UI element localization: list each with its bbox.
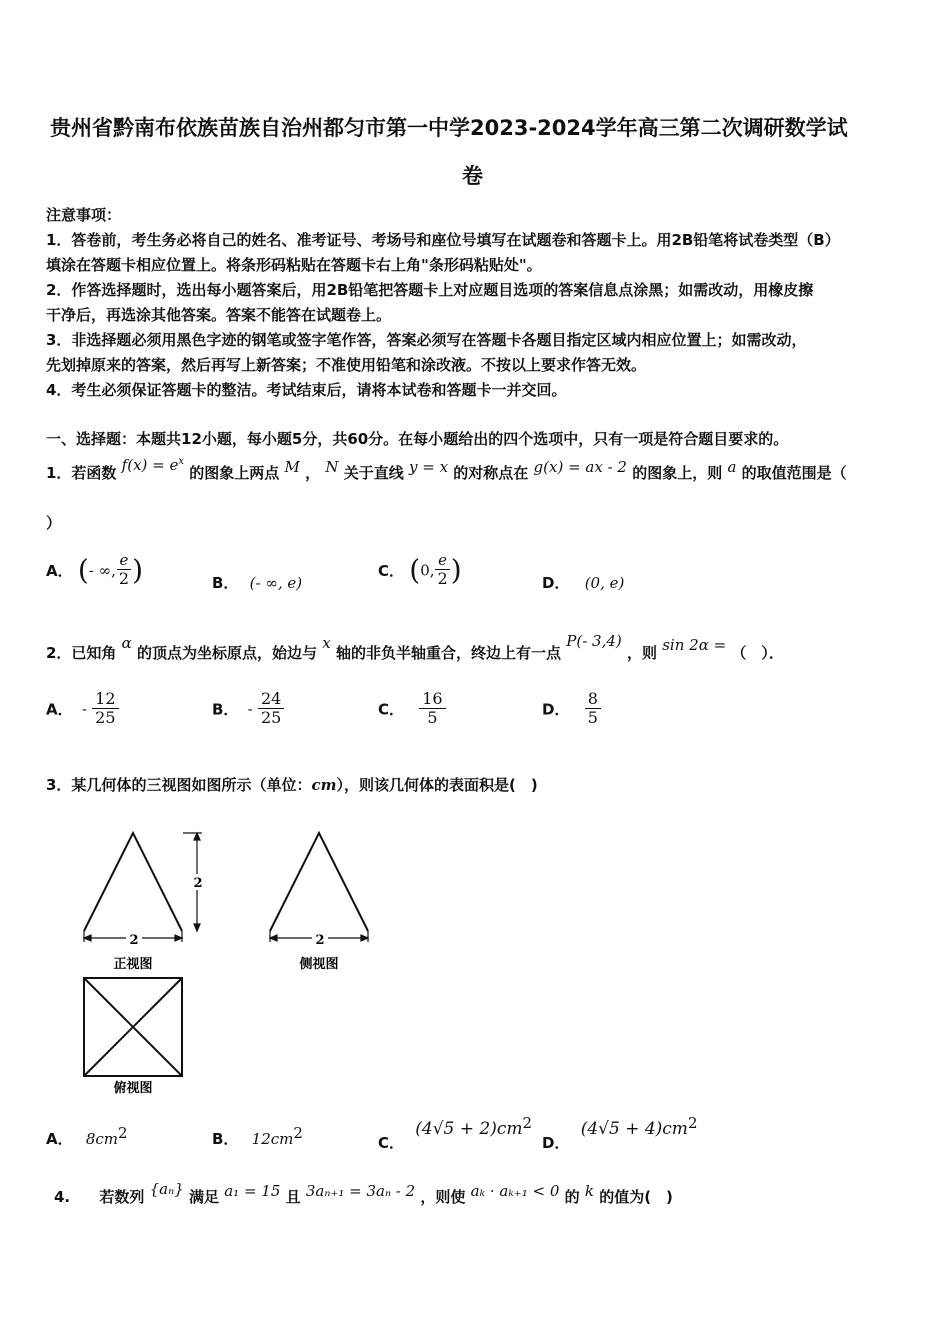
top-view-label: 俯视图	[113, 1081, 153, 1096]
front-view-label: 正视图	[113, 957, 153, 972]
question-2: 2．已知角 α 的顶点为坐标原点，始边与 x 轴的非负半轴重合，终边上有一点 P(- 3,4) ，则 sin 2α = （ ）．	[46, 632, 784, 662]
notice-line: 干净后，再选涂其他答案。答案不能答在试题卷上。	[46, 306, 392, 324]
function-f: $f(x) = e^x$	[121, 456, 185, 474]
q2-option-b[interactable]: B． - $\frac{24}{25}$	[212, 690, 284, 728]
section-heading: 一、选择题：本题共12小题，每小题5分，共60分。在每小题给出的四个选项中，只有一项是符合题目要求的。	[46, 430, 789, 448]
q3-option-b[interactable]: B． $12cm^2$	[212, 1124, 303, 1148]
question-1-close: ）	[46, 514, 62, 532]
notice-heading: 注意事项：	[46, 206, 122, 224]
side-width-label: 2	[315, 933, 325, 948]
q3-option-c[interactable]: C． $(4√5 + 2)cm^2$	[378, 1114, 533, 1152]
notice-line: 3．非选择题必须用黑色字迹的钢笔或签字笔作答，答案必须写在答题卡各题目指定区域内相应位置上；如需改动，	[46, 331, 807, 349]
side-view-label: 侧视图	[299, 957, 339, 972]
three-view-figure	[70, 828, 400, 1098]
notice-line: 1．答卷前，考生务必将自己的姓名、准考证号、考场号和座位号填写在试题卷和答题卡上。用2B铅笔将试卷类型（B）	[46, 231, 840, 249]
q2-option-a[interactable]: A． - $\frac{12}{25}$	[46, 690, 119, 728]
q3-option-a[interactable]: A． $8cm^2$	[46, 1124, 128, 1148]
q2-option-c[interactable]: C． $\frac{16}{5}$	[378, 690, 446, 728]
front-view-triangle	[84, 833, 182, 931]
q2-option-d[interactable]: D． $\frac{8}{5}$	[542, 690, 601, 728]
side-view-triangle	[270, 833, 368, 931]
page-title-cont: 卷	[462, 164, 483, 188]
question-4: 4. 若数列 {aₙ} 满足 a₁ = 15 且 3aₙ₊₁ = 3aₙ - 2 ，则使 aₖ · aₖ₊₁ < 0 的 k 的值为( )	[54, 1180, 673, 1206]
q1-option-b[interactable]: B． (- ∞, e)	[212, 574, 303, 592]
q1-option-c[interactable]: C． (0, $\frac{e}{2}$ )	[378, 551, 462, 589]
question-3: 3．某几何体的三视图如图所示（单位：cm），则该几何体的表面积是( )	[46, 776, 538, 794]
notice-line: 2．作答选择题时，选出每小题答案后，用2B铅笔把答题卡上对应题目选项的答案信息点涂黑；如需改动，用橡皮擦	[46, 281, 814, 299]
notice-line: 先划掉原来的答案，然后再写上新答案；不准使用铅笔和涂改液。不按以上要求作答无效。	[46, 356, 647, 374]
q1-option-d[interactable]: D． (0, e)	[542, 574, 625, 592]
notice-line: 4．考生必须保证答题卡的整洁。考试结束后，请将本试卷和答题卡一并交回。	[46, 381, 567, 399]
q1-option-a[interactable]: A． (- ∞, $\frac{e}{2}$ )	[46, 551, 144, 589]
question-1: 1．若函数 $f(x) = e^x$ 的图象上两点 M ， N 关于直线 y = x 的对称点在 g(x) = ax - 2 的图象上，则 a 的取值范围是（	[46, 456, 847, 482]
front-width-label: 2	[129, 933, 139, 948]
page-title: 贵州省黔南布依族苗族自治州都匀市第一中学2023-2024学年高三第二次调研数学试	[50, 116, 848, 140]
height-label: 2	[193, 876, 203, 891]
q3-option-d[interactable]: D． $(4√5 + 4)cm^2$	[542, 1114, 698, 1152]
notice-line: 填涂在答题卡相应位置上。将条形码粘贴在答题卡右上角"条形码粘贴处"。	[46, 256, 542, 274]
